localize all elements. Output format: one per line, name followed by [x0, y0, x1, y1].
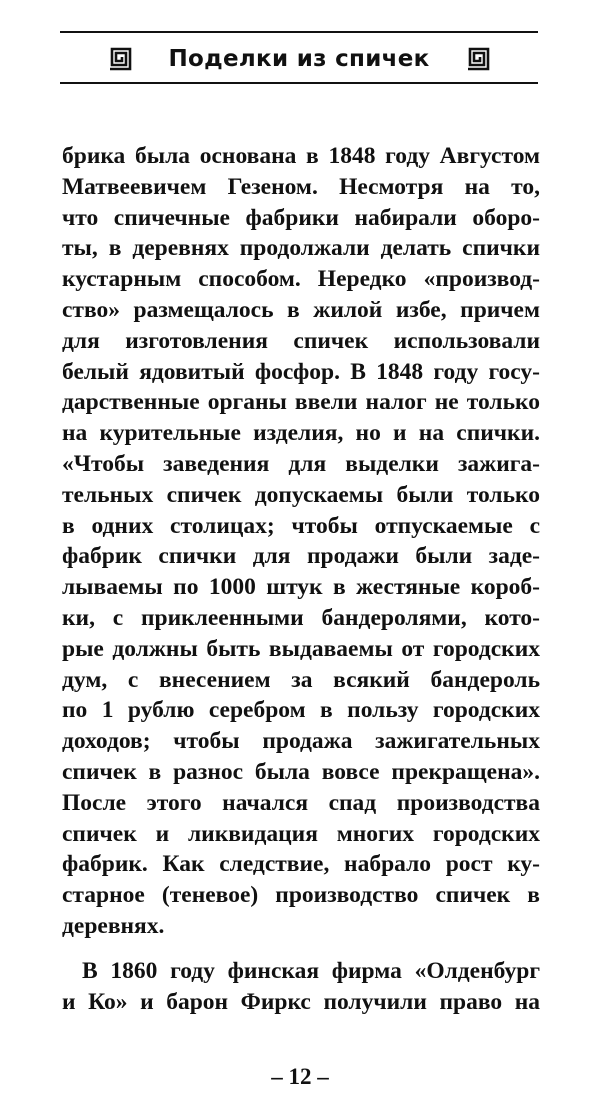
text-line: рые должны быть выдаваемы от городских [62, 635, 540, 662]
paragraph [62, 141, 540, 942]
text-line: старное (теневое) производство спичек в [62, 882, 540, 909]
text-line: деревнях. [62, 912, 165, 939]
text-line: После этого начался спад производства [62, 789, 540, 816]
text-line: на курительные изделия, но и на спички. [62, 420, 540, 447]
text-line: ство» размещалось в жилой избе, причем [62, 296, 540, 323]
text-line: доходов; чтобы продажа зажигательных [62, 728, 540, 755]
text-line: белый ядовитый фосфор. В 1848 году госу- [62, 358, 540, 385]
text-line: Матвеевичем Гезеном. Несмотря на то, [62, 173, 540, 200]
text-line: для изготовления спичек использовали [62, 327, 540, 354]
running-header [60, 38, 538, 80]
text-line: и Ко» и барон Фиркс получили право на [62, 988, 540, 1015]
text-line: фабрик спички для продажи были заде- [62, 543, 540, 570]
text-line: дум, с внесением за всякий бандероль [62, 666, 540, 693]
text-line: брика была основана в 1848 году Августом [62, 143, 540, 169]
paragraph [62, 956, 540, 1018]
text-line: спичек в разнос была вовсе прекращена». [62, 758, 540, 785]
text-line: фабрик. Как следствие, набрало рост ку- [62, 851, 540, 878]
greek-key-icon [108, 47, 132, 71]
running-header-title: Поделки из спичек [168, 46, 430, 72]
text-line: в одних столицах; чтобы отпускаемые с [62, 512, 540, 539]
text-line: ты, в деревнях продолжали делать спички [62, 235, 540, 262]
body-text [62, 141, 540, 1017]
text-line: В 1860 году финская фирма «Олденбург [82, 957, 540, 984]
text-line: дарственные органы ввели налог не только [62, 389, 540, 416]
greek-key-icon [466, 47, 490, 71]
page-number: – 12 – [271, 1064, 329, 1089]
text-line: по 1 рублю серебром в пользу городских [62, 697, 540, 724]
text-line: кустарным способом. Нередко «производ- [62, 266, 540, 293]
text-line: тельных спичек допускаемы были только [62, 481, 540, 508]
text-line: спичек и ликвидация многих городских [62, 820, 540, 847]
header-top-rule [60, 31, 538, 33]
text-line: что спичечные фабрики набирали оборо- [62, 204, 540, 231]
text-line: ки, с приклеенными бандеролями, кото- [62, 604, 540, 631]
text-line: «Чтобы заведения для выделки зажига- [62, 450, 540, 477]
text-line: лываемы по 1000 штук в жестяные короб- [62, 574, 540, 601]
header-bottom-rule [60, 82, 538, 84]
